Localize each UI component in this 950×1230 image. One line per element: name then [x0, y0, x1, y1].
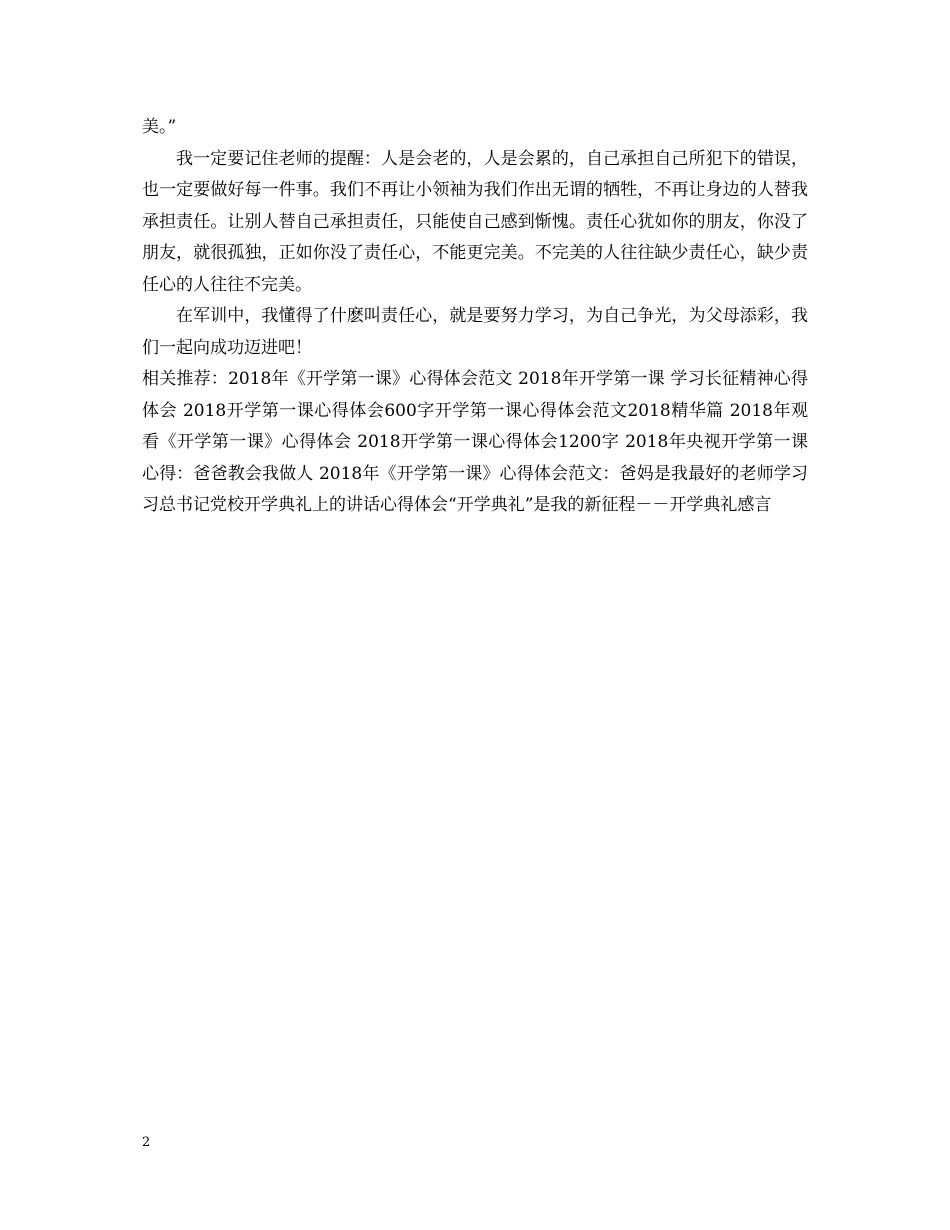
page-number: 2 — [142, 1135, 151, 1150]
paragraph-responsibility: 我一定要记住老师的提醒：人是会老的，人是会累的，自己承担自己所犯下的错误，也一定要做好每一件事。我们不再让小领袖为我们作出无谓的牺牲，不再让身边的人替我承担责任。让别人替自己承担责任，只能使自己感到惭愧。责任心犹如你的朋友，你没了朋友，就很孤独，正如你没了责任心，不能更完美。不完美的人往往缺少责任心，缺少责任心的人往往不完美。 — [142, 148, 808, 295]
paragraph-military-training: 在军训中，我懂得了什麽叫责任心，就是要努力学习，为自己争光，为父母添彩，我们一起向成功迈进吧！ — [142, 306, 808, 358]
paragraph-continuation: 美。” — [142, 117, 177, 137]
related-recommendations: 相关推荐：2018年《开学第一课》心得体会范文 2018年开学第一课 学习长征精神心得体会 2018开学第一课心得体会600字开学第一课心得体会范文2018精华篇 2018年观看《开学第一课》心得体会 2018开学第一课心得体会1200字 2018年央视开学第一课心得：爸爸教会我做人 2018年《开学第一课》心得体会范文：爸妈是我最好的老师学习习总书记党校开学典礼上的讲话心得体会“开学典礼”是我的新征程－－开学典礼感言 — [142, 369, 808, 515]
document-body — [142, 112, 808, 522]
